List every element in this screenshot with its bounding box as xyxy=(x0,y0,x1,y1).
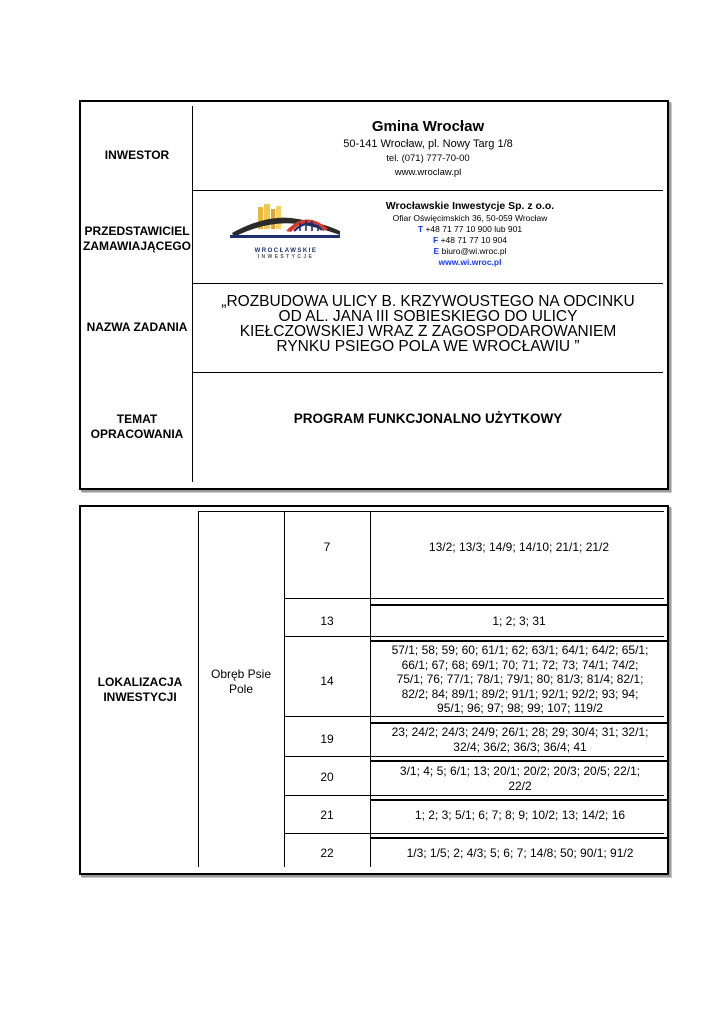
investor-phone: tel. (071) 777-70-00 xyxy=(386,153,470,164)
investor-name: Gmina Wrocław xyxy=(371,118,485,135)
wi-logo xyxy=(228,203,344,263)
investor-address: 50-141 Wrocław, pl. Nowy Targ 1/8 xyxy=(343,138,513,150)
wi-logo-icon xyxy=(228,203,344,245)
representative-phone-line xyxy=(345,224,595,235)
task-title xyxy=(193,294,663,354)
row-divider xyxy=(198,511,664,512)
sheet-number: 14 xyxy=(320,674,334,688)
row-divider xyxy=(370,604,668,606)
plot-list: 1; 2; 3; 5/1; 6; 7; 8; 9; 10/2; 13; 14/2; 16 xyxy=(414,808,626,822)
row-divider xyxy=(284,598,664,599)
row-divider xyxy=(192,283,663,284)
task-title-line1: „ROZBUDOWA ULICY B. KRZYWOUSTEGO NA ODCINKU xyxy=(221,293,635,310)
representative-web: www.wi.wroc.pl xyxy=(438,257,502,267)
representative-fax: +48 71 77 10 904 xyxy=(440,235,507,245)
sheet-number: 19 xyxy=(320,732,334,746)
representative-email: biuro@wi.wroc.pl xyxy=(441,246,507,256)
logo-subtext: INWESTYCJE xyxy=(257,254,315,260)
row-divider xyxy=(370,837,668,839)
investor-web: www.wroclaw.pl xyxy=(394,167,462,178)
investor-block xyxy=(193,118,663,180)
row-divider xyxy=(370,722,668,724)
row-divider xyxy=(370,760,668,762)
row-divider xyxy=(192,372,663,373)
representative-company: Wrocławskie Inwestycje Sp. z o.o. xyxy=(385,200,555,212)
precinct-name: Obręb Psie Pole xyxy=(210,667,272,696)
plot-list: 13/2; 13/3; 14/9; 14/10; 21/1; 21/2 xyxy=(428,540,610,554)
row-divider xyxy=(284,716,664,717)
representative-fax-line xyxy=(345,235,595,246)
row-divider xyxy=(284,833,664,834)
task-label: NAZWA ZADANIA xyxy=(86,320,188,334)
representative-label: PRZEDSTAWICIEL ZAMAWIAJĄCEGO xyxy=(83,224,191,253)
phone-prefix: T xyxy=(417,224,424,234)
sheet-number: 13 xyxy=(320,614,334,628)
location-label: LOKALIZACJA INWESTYCJI xyxy=(97,675,183,704)
topic-label: TEMAT OPRACOWANIA xyxy=(90,412,184,441)
sheet-number: 20 xyxy=(320,770,334,784)
representative-block xyxy=(345,200,595,268)
plot-list: 3/1; 4; 5; 6/1; 13; 20/1; 20/2; 20/3; 20/5; 22/1; 22/2 xyxy=(399,764,641,793)
plot-list: 1; 2; 3; 31 xyxy=(492,614,546,628)
representative-email-line xyxy=(345,246,595,257)
task-title-line3: KIEŁCZOWSKIEJ WRAZ Z ZAGOSPODAROWANIEM xyxy=(239,323,617,340)
representative-phone: +48 71 77 10 900 lub 901 xyxy=(425,224,523,234)
row-divider xyxy=(370,799,668,801)
representative-address: Ofiar Oświęcimskich 36, 50-059 Wrocław xyxy=(392,213,548,223)
logo-text: WROCŁAWSKIE xyxy=(254,248,318,254)
topic-title: PROGRAM FUNKCJONALNO UŻYTKOWY xyxy=(293,411,563,426)
row-divider xyxy=(370,640,668,642)
row-divider xyxy=(284,795,664,796)
plot-list: 1/3; 1/5; 2; 4/3; 5; 6; 7; 14/8; 50; 90/1; 91/2 xyxy=(406,846,634,860)
plot-list: 57/1; 58; 59; 60; 61/1; 62; 63/1; 64/1; 64/2; 65/1; 66/1; 67; 68; 69/1; 70; 71; 72; 73; 74/1; 74/2; 75/1; 76; 77/1; 78/1; 79/1; 80; 81/3; 81/4; 82/1; 82/2; 84; 89/1; 89/2; 91/1; 92/1; 92/2; 93; 94; 95/1; 96; 97; 98; 99; 107; 119/2 xyxy=(391,643,649,715)
task-title-line4: RYNKU PSIEGO POLA WE WROCŁAWIU ” xyxy=(276,338,580,355)
plot-list: 23; 24/2; 24/3; 24/9; 26/1; 28; 29; 30/4; 31; 32/1; 32/4; 36/2; 36/3; 36/4; 41 xyxy=(391,725,649,754)
task-title-line2: OD AL. JANA III SOBIESKIEGO DO ULICY xyxy=(278,308,578,325)
sheet-number: 21 xyxy=(320,808,334,822)
row-divider xyxy=(192,190,663,191)
email-prefix: E xyxy=(433,246,440,256)
investor-label: INWESTOR xyxy=(104,148,170,162)
sheet-number: 7 xyxy=(323,540,331,554)
row-divider xyxy=(284,636,664,637)
sheet-number: 22 xyxy=(320,846,334,860)
row-divider xyxy=(284,756,664,757)
fax-prefix: F xyxy=(433,235,439,245)
